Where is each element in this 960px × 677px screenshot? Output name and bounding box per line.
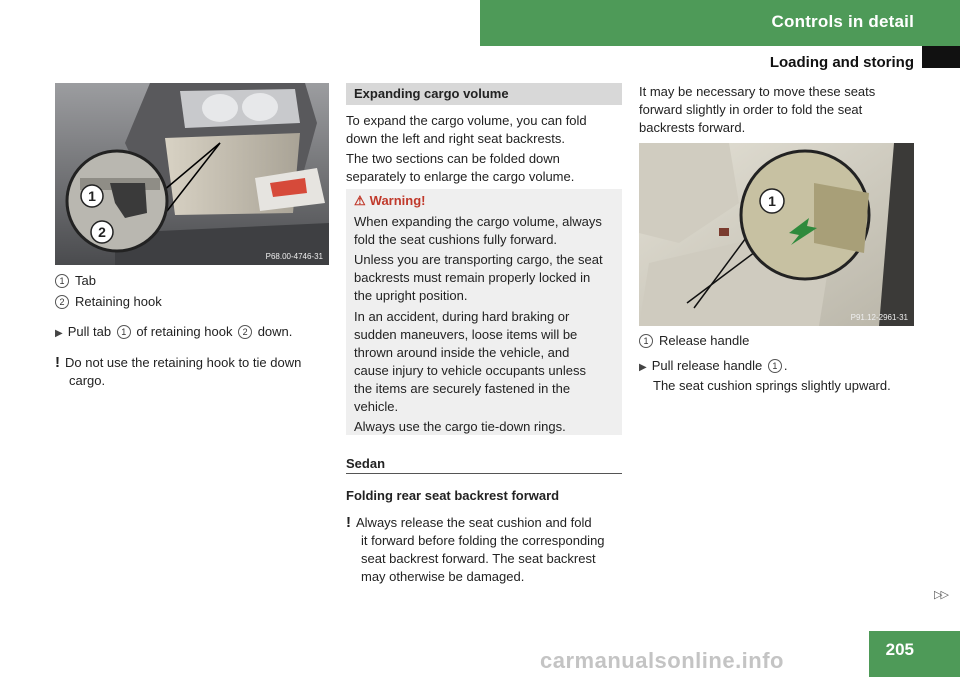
note-line: Do not use the retaining hook to tie down: [65, 355, 302, 370]
line: thrown around inside the vehicle, and: [354, 345, 570, 360]
callout-hook: 2: [98, 224, 106, 240]
line: separately to enlarge the cargo volume.: [346, 169, 575, 184]
line: In an accident, during hard braking or: [354, 309, 570, 324]
watermark: carmanualsonline.info: [540, 648, 784, 673]
line: may otherwise be damaged.: [361, 569, 525, 584]
line: vehicle.: [354, 399, 399, 414]
step-text: Pull release handle: [651, 358, 763, 373]
warning-paragraph: [354, 251, 603, 305]
heading-sedan: Sedan: [346, 456, 386, 471]
step-text: down.: [257, 324, 293, 339]
caution-note: [55, 354, 301, 390]
legend-label: Retaining hook: [75, 294, 162, 309]
line: It may be necessary to move these seats: [639, 84, 876, 99]
seat-illustration: [639, 143, 914, 326]
header-tab: [922, 46, 960, 68]
line: To expand the cargo volume, you can fold: [346, 113, 587, 128]
subsection-title: Loading and storing: [769, 54, 914, 71]
legend-label: Tab: [75, 273, 96, 288]
step-text: .: [783, 358, 788, 373]
section-header: [346, 83, 622, 105]
warning-title-text: Warning!: [369, 193, 426, 208]
caution-note: [346, 514, 605, 586]
line: the upright position.: [354, 288, 468, 303]
legend-item-hook: [55, 293, 162, 311]
step-text: of retaining hook: [136, 324, 233, 339]
legend-num: 1: [55, 274, 69, 288]
ref-num: 2: [238, 325, 252, 339]
legend-num: 1: [639, 334, 653, 348]
line: The two sections can be folded down: [346, 151, 560, 166]
callout-release-handle: 1: [768, 193, 776, 209]
instruction-step: [55, 323, 292, 343]
line: Always use the cargo tie-down rings.: [354, 419, 566, 434]
subheading: Folding rear seat backrest forward: [346, 488, 560, 503]
line: Always release the seat cushion and fold: [356, 515, 592, 530]
ref-num: 1: [117, 325, 131, 339]
section-title: Controls in detail: [771, 12, 914, 31]
paragraph: [346, 150, 574, 186]
line: down the left and right seat backrests.: [346, 131, 565, 146]
paragraph: [346, 112, 587, 148]
note-line: cargo.: [69, 373, 106, 388]
line: backrests must remain properly locked in: [354, 270, 591, 285]
exclamation-icon: !: [55, 354, 60, 371]
step-arrow-icon: ▶: [55, 328, 63, 339]
page-number-box: [869, 631, 960, 677]
line: it forward before folding the corresponding: [361, 533, 605, 548]
warning-title: [354, 193, 426, 209]
line: sudden maneuvers, loose items will be: [354, 327, 578, 342]
trunk-illustration: [55, 83, 329, 265]
line: the items are securely fastened in the: [354, 381, 571, 396]
callout-tab: 1: [88, 188, 96, 204]
step-arrow-icon: ▶: [639, 362, 647, 373]
step-text: Pull tab: [67, 324, 112, 339]
legend-num: 2: [55, 295, 69, 309]
heading-rule: [346, 473, 622, 474]
ref-num: 1: [768, 359, 782, 373]
legend-item-release-handle: [639, 332, 749, 350]
legend-label: Release handle: [659, 333, 750, 348]
paragraph: [639, 83, 875, 137]
line: When expanding the cargo volume, always: [354, 214, 602, 229]
image-code: P68.00-4746-31: [265, 252, 323, 261]
warning-paragraph: [354, 213, 602, 249]
legend-item-tab: [55, 272, 96, 290]
line: backrests forward.: [639, 120, 746, 135]
exclamation-icon: !: [346, 514, 351, 531]
line: cause injury to vehicle occupants unless: [354, 363, 586, 378]
line: seat backrest forward. The seat backrest: [361, 551, 596, 566]
warning-paragraph: [354, 418, 566, 436]
step-text: The seat cushion springs slightly upward.: [653, 378, 891, 393]
continue-arrows-icon: ▷▷: [934, 589, 947, 601]
image-code: P91.12-2961-31: [850, 313, 908, 322]
line: forward slightly in order to fold the seat: [639, 102, 863, 117]
page-number: 205: [885, 640, 914, 659]
warning-paragraph: [354, 308, 586, 416]
warning-box: [346, 189, 622, 435]
section-header-text: Expanding cargo volume: [354, 86, 509, 101]
line: fold the seat cushions fully forward.: [354, 232, 558, 247]
line: Unless you are transporting cargo, the seat: [354, 252, 603, 267]
warning-triangle-icon: ⚠: [354, 193, 366, 208]
instruction-step: [639, 357, 891, 395]
